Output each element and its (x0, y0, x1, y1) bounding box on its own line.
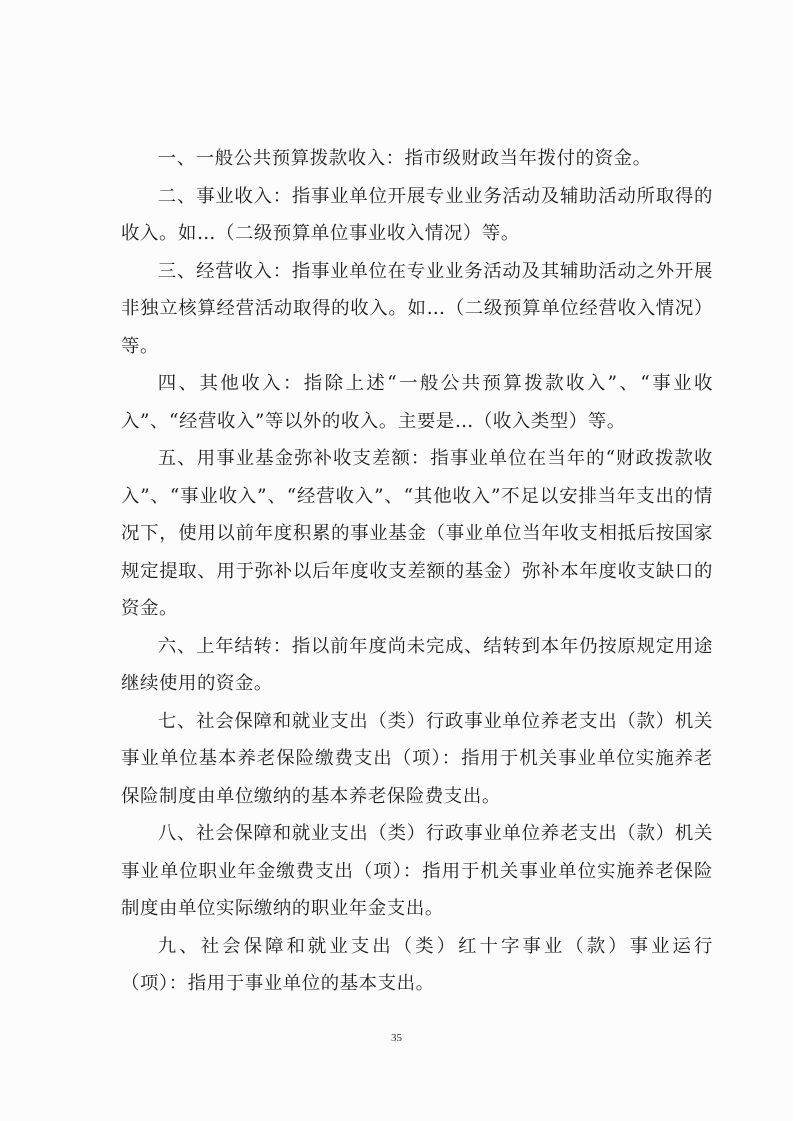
paragraph-5: 五、用事业基金弥补收支差额：指事业单位在当年的“财政拨款收入”、“事业收入”、“经营收入”、“其他收入”不足以安排当年支出的情况下，使用以前年度积累的事业基金（事业单位当年收支相抵后按国家规定提取、用于弥补以后年度收支差额的基金）弥补本年度收支缺口的资金。 (121, 448, 713, 619)
paragraph-7: 七、社会保障和就业支出（类）行政事业单位养老支出（款）机关事业单位基本养老保险缴费支出（项）：指用于机关事业单位实施养老保险制度由单位缴纳的基本养老保险费支出。 (121, 710, 713, 807)
document-body (121, 140, 713, 1003)
paragraph-6: 六、上年结转：指以前年度尚未完成、结转到本年仍按原规定用途继续使用的资金。 (121, 635, 713, 694)
paragraph-8: 八、社会保障和就业支出（类）行政事业单位养老支出（款）机关事业单位职业年金缴费支出（项）：指用于机关事业单位实施养老保险制度由单位实际缴纳的职业年金支出。 (121, 823, 713, 919)
paragraph-3: 三、经营收入：指事业单位在专业业务活动及其辅助活动之外开展非独立核算经营活动取得的收入。如…（二级预算单位经营收入情况）等。 (121, 260, 713, 357)
paragraph-2: 二、事业收入：指事业单位开展专业业务活动及辅助活动所取得的收入。如…（二级预算单位事业收入情况）等。 (121, 185, 713, 244)
paragraph-4: 四、其他收入：指除上述“一般公共预算拨款收入”、“事业收入”、“经营收入”等以外的收入。主要是…（收入类型）等。 (121, 373, 713, 432)
paragraph-1: 一、一般公共预算拨款收入：指市级财政当年拨付的资金。 (157, 148, 652, 169)
page-number: 35 (391, 1032, 402, 1044)
paragraph-9: 九、社会保障和就业支出（类）红十字事业（款）事业运行（项）：指用于事业单位的基本支出。 (121, 935, 713, 994)
